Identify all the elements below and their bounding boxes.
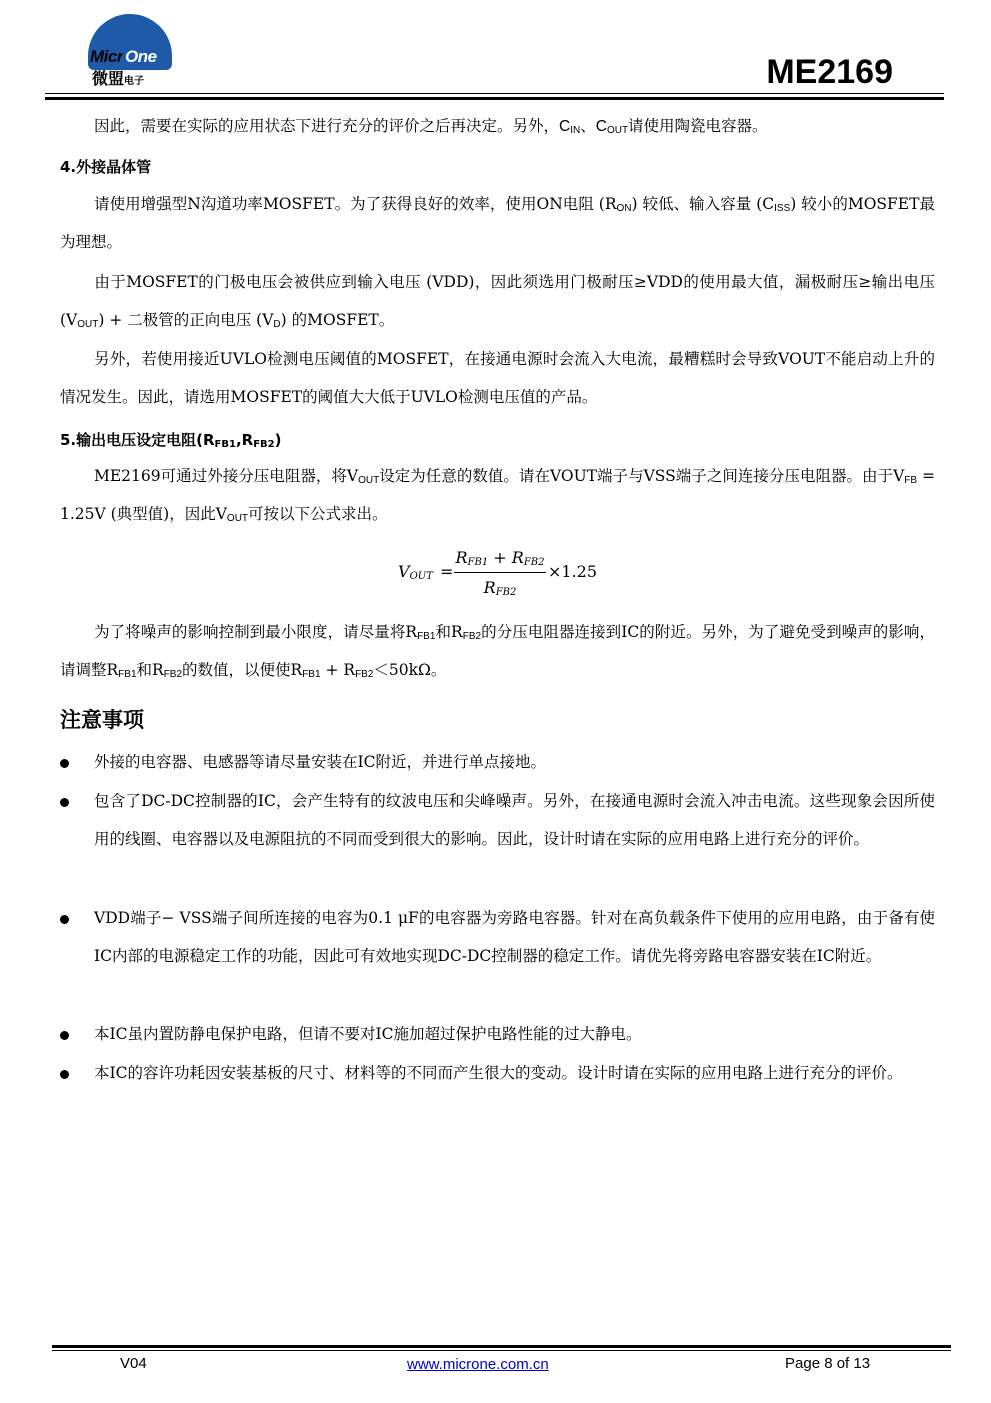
website-link[interactable]: www.microne.com.cn bbox=[407, 1356, 549, 1373]
paragraph-vout-setting: ME2169可通过外接分压电阻器，将$V_{OUT}$设定为任意的数值。请在VOUT端子与VSS端子之间连接分压电阻器。由于$V_{FB} = 1.25V$ (典型值)，因此$V_{OUT}$可按以下公式求出。 bbox=[60, 467, 935, 524]
section-heading-transistor: 4.外接晶体管 bbox=[60, 158, 152, 176]
bullet-icon bbox=[60, 798, 69, 807]
footer-rule-thick bbox=[52, 1345, 951, 1348]
page-number: Page 8 of 13 bbox=[785, 1355, 871, 1372]
vout-formula: $V_{OUT}$ = $R_{FB1} + R_{FB2}$ $R_{FB2}$ ×1.25 bbox=[398, 548, 598, 598]
paragraph-mosfet-select: 请使用增强型N沟道功率MOSFET。为了获得良好的效率，使用ON电阻 $(R_{ON})$ 较低、输入容量 $(C_{ISS})$ 较小的MOSFET最为理想。 bbox=[60, 195, 935, 251]
section-heading-resistor: 5.输出电压设定电阻$(R_{FB1},R_{FB2})$ bbox=[60, 431, 282, 450]
bullet-icon bbox=[60, 759, 69, 768]
bullet-icon bbox=[60, 1070, 69, 1079]
logo-chinese: 微盟电子 bbox=[92, 69, 145, 88]
note-item: 本IC虽内置防静电保护电路，但请不要对IC施加超过保护电路性能的过大静电。 bbox=[60, 1016, 935, 1054]
bullet-icon bbox=[60, 915, 69, 924]
model-number: ME2169 bbox=[766, 53, 893, 91]
paragraph-uvlo: 另外，若使用接近UVLO检测电压阈值的MOSFET，在接通电源时会流入大电流，最糟糕时会导致VOUT不能启动上升的情况发生。因此，请选用MOSFET的阈值大大低于UVLO检测电压值的产品。 bbox=[60, 350, 935, 406]
notes-title: 注意事项 bbox=[60, 708, 144, 732]
header-rule-thin bbox=[45, 93, 944, 94]
note-item: VDD端子− VSS端子间所连接的电容为0.1 μF的电容器为旁路电容器。针对在高负载条件下使用的应用电路，由于备有使IC内部的电源稳定工作的功能，因此可有效地实现DC-DC控制器的稳定工作。请优先将旁路电容器安装在IC附近。 bbox=[60, 900, 935, 975]
fraction-bar bbox=[454, 572, 546, 573]
paragraph-resistor-placement: 为了将噪声的影响控制到最小限度，请尽量将$R_{FB1}$和$R_{FB2}$的分压电阻器连接到IC的附近。另外，为了避免受到噪声的影响，请调整$R_{FB1}$和$R_{FB2}$的数值，以便使$R_{FB1} + R_{FB2}<50k\Omega$。 bbox=[60, 623, 935, 680]
paragraph-gate-voltage: 由于MOSFET的门极电压会被供应到输入电压 (VDD)，因此须选用门极耐压≥VDD的使用最大值，漏极耐压≥输出电压 $(V_{OUT})$ + 二极管的正向电压 $(V_D)$ 的MOSFET。 bbox=[60, 273, 935, 330]
footer-website bbox=[407, 1356, 549, 1373]
note-item: 包含了DC-DC控制器的IC，会产生特有的纹波电压和尖峰噪声。另外，在接通电源时会流入冲击电流。这些现象会因所使用的线圈、电容器以及电源阻抗的不同而受到很大的影响。因此，设计时请在实际的应用电路上进行充分的评价。 bbox=[60, 783, 935, 858]
note-item: 本IC的容许功耗因安装基板的尺寸、材料等的不同而产生很大的变动。设计时请在实际的应用电路上进行充分的评价。 bbox=[60, 1055, 935, 1093]
logo-text: Micr One bbox=[90, 47, 157, 66]
note-item: 外接的电容器、电感器等请尽量安装在IC附近，并进行单点接地。 bbox=[60, 744, 935, 782]
bullet-icon bbox=[60, 1031, 69, 1040]
paragraph-capacitor: 因此，需要在实际的应用状态下进行充分的评价之后再决定。另外，$C_{IN}$、$C_{OUT}$请使用陶瓷电容器。 bbox=[94, 117, 768, 136]
header-rule-thick bbox=[45, 97, 944, 100]
footer-version: V04 bbox=[120, 1355, 147, 1372]
footer-rule-thin bbox=[52, 1350, 951, 1351]
